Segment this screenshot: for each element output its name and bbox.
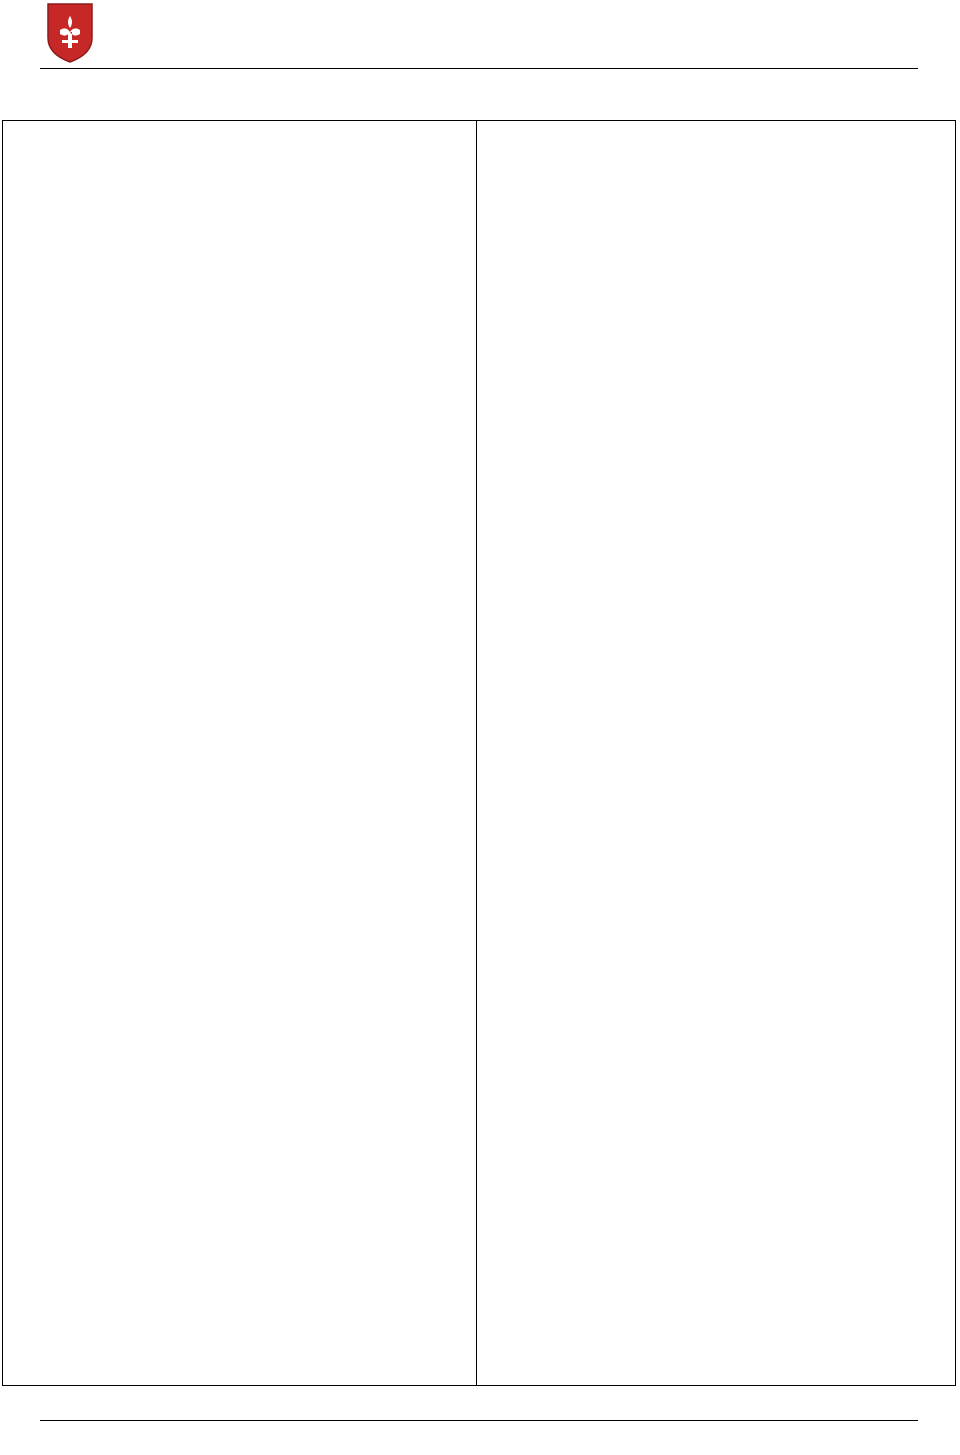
lesson-table [2, 120, 956, 1386]
footer-divider [40, 1420, 918, 1421]
school-crest-logo [46, 2, 94, 64]
left-column-cell [3, 121, 477, 1385]
right-column-cell [477, 121, 955, 1385]
lesson-text [487, 121, 947, 227]
page-header [0, 0, 960, 70]
header-divider [40, 68, 918, 69]
